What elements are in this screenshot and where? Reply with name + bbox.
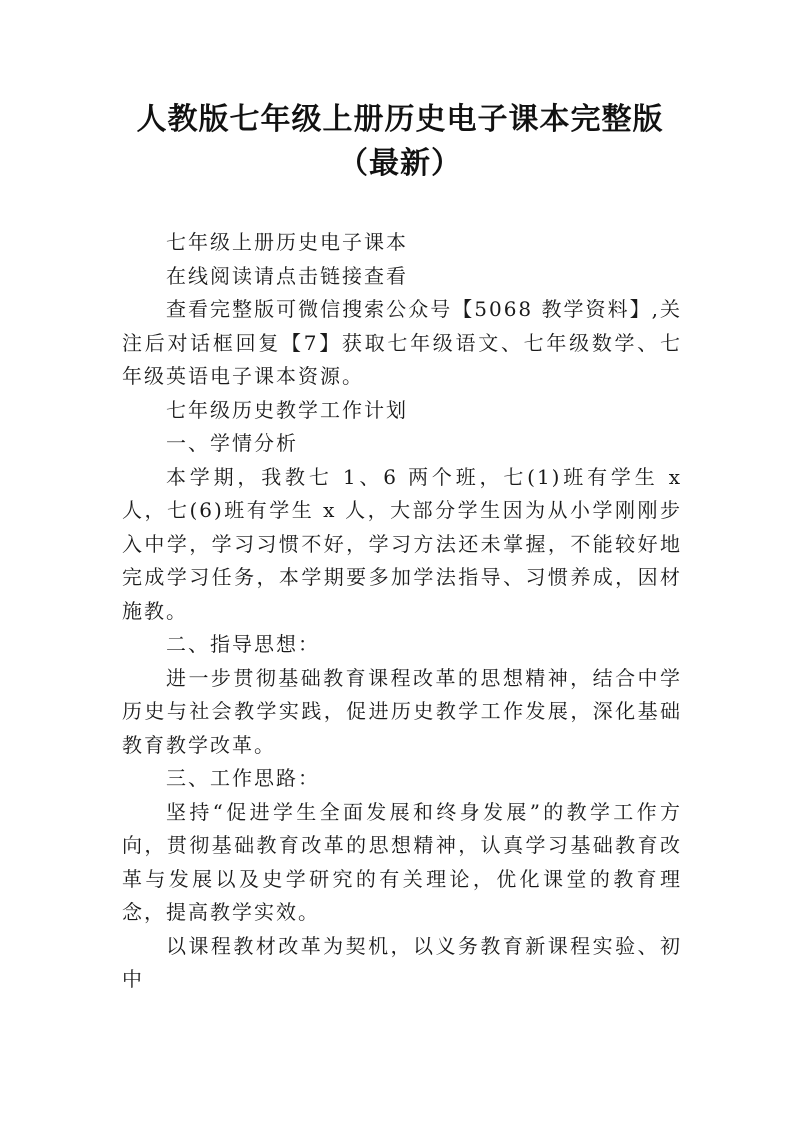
document-body bbox=[122, 226, 682, 997]
paragraph-plan-heading: 七年级历史教学工作计划 bbox=[166, 397, 408, 422]
section-heading-student-analysis: 一、学情分析 bbox=[166, 431, 298, 455]
paragraph-textbook-heading: 七年级上册历史电子课本 bbox=[166, 230, 408, 254]
paragraph-online-reading: 在线阅读请点击链接查看 bbox=[166, 263, 408, 288]
document-title: 人教版七年级上册历史电子课本完整版（最新） bbox=[136, 102, 664, 181]
paragraph-curriculum-reform: 以课程教材改革为契机，以义务教育新课程实验、初中 bbox=[122, 933, 682, 991]
paragraph-work-approach: 坚持“促进学生全面发展和终身发展”的教学工作方向，贯彻基础教育改革的思想精神，认真学习基础教育改革与发展以及史学研究的有关理论，优化课堂的教育理念，提高教学实效。 bbox=[122, 799, 682, 924]
paragraph-student-analysis: 本学期，我教七 1、6 两个班，七(1)班有学生 x 人，七(6)班有学生 x 人，大部分学生因为从小学刚刚步入中学，学习习惯不好，学习方法还未掌握，不能较好地完成学习任务，本学期要多加学法指导、习惯养成，因材施教。 bbox=[122, 464, 682, 623]
paragraph-guiding-thought: 进一步贯彻基础教育课程改革的思想精神，结合中学历史与社会教学实践，促进历史教学工作发展，深化基础教育教学改革。 bbox=[122, 665, 682, 757]
paragraph-wechat-instructions: 查看完整版可微信搜索公众号【5068 教学资料】,关注后对话框回复【7】获取七年级语文、七年级数学、七年级英语电子课本资源。 bbox=[122, 297, 682, 388]
section-heading-work-approach: 三、工作思路： bbox=[166, 766, 320, 790]
section-heading-guiding-thought: 二、指导思想： bbox=[166, 632, 320, 656]
